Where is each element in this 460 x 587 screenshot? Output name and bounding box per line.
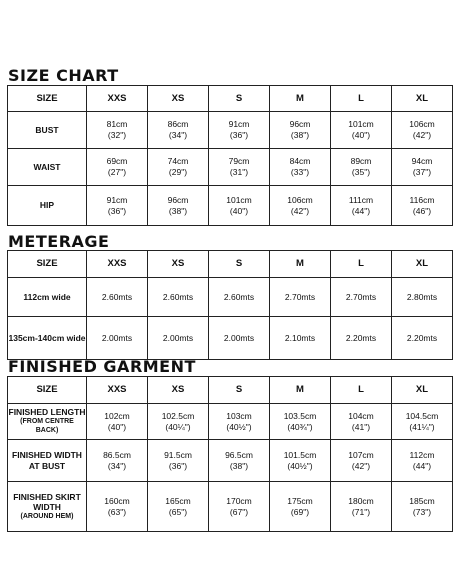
column-header: XS [148,86,209,112]
cell-value: 2.60mts [162,291,194,302]
column-header: XS [148,377,209,404]
table-cell [87,278,148,317]
cell-value: 81cm [106,119,128,130]
table-cell [270,186,331,226]
table-cell [209,186,270,226]
cell-value: 69cm [106,156,128,167]
header-row [8,86,453,112]
table-cell [148,482,209,532]
cell-value: 94cm [411,156,433,167]
cell-value: 2.70mts [284,291,316,302]
table-cell [392,278,453,317]
column-header: XS [148,251,209,278]
cell-value: 106cm [409,119,435,130]
table-cell [331,149,392,186]
cell-value-imperial: (69") [290,506,310,517]
cell-value-imperial: (67") [229,506,249,517]
cell-value-imperial: (40¾") [287,421,313,432]
table-cell [148,149,209,186]
cell-value: 2.80mts [406,291,438,302]
header-row [8,251,453,278]
column-header: S [209,251,270,278]
cell-value-imperial: (42") [290,205,310,216]
table-cell [148,112,209,149]
cell-value: 170cm [226,495,252,506]
cell-value: 101cm [348,119,374,130]
table-cell [270,440,331,482]
table-cell [270,482,331,532]
cell-value-imperial: (29") [168,167,188,177]
table-cell [270,112,331,149]
cell-value-imperial: (71") [351,506,371,517]
table-cell [392,186,453,226]
cell-value-imperial: (40½") [226,421,252,432]
table-cell [392,440,453,482]
cell-value-imperial: (41¼") [409,421,435,432]
cell-value-imperial: (31") [229,167,249,177]
table-cell [87,317,148,360]
row-sublabel: (FROM CENTRE BACK) [20,418,74,434]
column-header: S [209,377,270,404]
cell-value: 103.5cm [283,410,317,421]
table-cell [87,186,148,226]
cell-value-imperial: (46") [412,205,432,216]
row-label-text: HIP [39,200,55,211]
cell-value: 165cm [165,495,191,506]
column-header: L [331,377,392,404]
table-cell [87,404,148,440]
meterage-table [7,250,453,360]
table-cell [392,149,453,186]
column-header: L [331,86,392,112]
table-cell [209,404,270,440]
cell-value: 91cm [228,119,250,130]
finished-garment-table [7,376,453,532]
table-row [8,186,453,226]
table-cell [209,440,270,482]
table-cell [209,278,270,317]
cell-value: 111cm [348,194,374,205]
cell-value: 102cm [104,410,130,421]
table-row [8,278,453,317]
table-cell [87,112,148,149]
table-cell [331,440,392,482]
cell-value: 180cm [348,495,374,506]
cell-value: 96cm [289,119,311,130]
cell-value-imperial: (34") [107,460,127,471]
cell-value-imperial: (65") [168,506,188,517]
cell-value-imperial: (36") [229,130,249,140]
cell-value: 104.5cm [405,410,439,421]
cell-value-imperial: (40¼") [165,421,191,432]
cell-value: 160cm [104,495,130,506]
cell-value-imperial: (40½") [287,460,313,471]
column-header: S [209,86,270,112]
table-cell [270,278,331,317]
table-row [8,112,453,149]
table-cell [331,186,392,226]
cell-value: 89cm [350,156,372,167]
cell-value-imperial: (34") [168,130,188,140]
cell-value: 84cm [289,156,311,167]
cell-value-imperial: (44") [351,205,371,216]
table-cell [148,186,209,226]
cell-value: 2.00mts [101,332,133,343]
size-chart-table [7,85,453,226]
cell-value-imperial: (32") [107,130,127,140]
table-cell [148,317,209,360]
cell-value-imperial: (38") [229,460,249,471]
cell-value: 101cm [226,194,252,205]
table-cell [392,404,453,440]
row-label [8,112,87,149]
row-label-text: 112cm wide [23,291,71,302]
column-header: XL [392,251,453,278]
cell-value: 2.00mts [162,332,194,343]
table-row [8,149,453,186]
cell-value-imperial: (37") [412,167,432,177]
cell-value: 101.5cm [283,449,317,460]
cell-value-imperial: (27") [107,167,127,177]
row-label-text: FINISHED WIDTH AT BUST [12,449,82,471]
column-header: SIZE [8,86,87,112]
table-cell [270,317,331,360]
column-header: XXS [87,251,148,278]
table-cell [209,482,270,532]
table-row [8,482,453,532]
cell-value: 2.70mts [345,291,377,302]
cell-value: 106cm [287,194,313,205]
cell-value-imperial: (35") [351,167,371,177]
cell-value-imperial: (36") [107,205,127,216]
table-cell [392,112,453,149]
table-cell [148,440,209,482]
cell-value: 96cm [167,194,189,205]
table-cell [209,317,270,360]
table-cell [331,404,392,440]
row-label-text: WAIST [33,161,61,172]
cell-value-imperial: (44") [412,460,432,471]
cell-value: 104cm [348,410,374,421]
column-header: L [331,251,392,278]
cell-value: 2.20mts [345,332,377,343]
row-label [8,404,87,440]
row-label [8,482,87,532]
cell-value: 175cm [287,495,313,506]
table-cell [331,278,392,317]
table-row [8,440,453,482]
cell-value-imperial: (73") [412,506,432,517]
row-label [8,186,87,226]
cell-value: 91.5cm [164,449,192,460]
cell-value-imperial: (41") [351,421,371,432]
row-label [8,149,87,186]
cell-value: 79cm [228,156,250,167]
table-cell [87,482,148,532]
row-sublabel: (AROUND HEM) [20,512,74,520]
cell-value-imperial: (36") [168,460,188,471]
cell-value: 185cm [409,495,435,506]
row-label-text: FINISHED SKIRT WIDTH [13,491,81,513]
header-row [8,377,453,404]
size-chart-title: SIZE CHART [8,66,119,85]
cell-value: 102.5cm [161,410,195,421]
table-cell [392,482,453,532]
column-header: M [270,251,331,278]
cell-value-imperial: (42") [412,130,432,140]
row-label-text: BUST [35,124,59,135]
table-row [8,317,453,360]
cell-value: 2.00mts [223,332,255,343]
row-label-text: FINISHED LENGTH [8,407,86,418]
cell-value: 86.5cm [103,449,131,460]
table-cell [87,149,148,186]
column-header: SIZE [8,251,87,278]
table-cell [331,317,392,360]
cell-value: 2.60mts [223,291,255,302]
cell-value-imperial: (63") [107,506,127,517]
cell-value: 2.20mts [406,332,438,343]
cell-value-imperial: (38") [290,130,310,140]
table-cell [209,149,270,186]
cell-value: 103cm [226,410,252,421]
meterage-title: METERAGE [8,232,110,251]
cell-value: 112cm [409,449,435,460]
column-header: XL [392,377,453,404]
table-cell [148,278,209,317]
table-cell [270,149,331,186]
cell-value: 2.60mts [101,291,133,302]
row-label [8,440,87,482]
column-header: M [270,377,331,404]
table-cell [392,317,453,360]
finished-garment-title: FINISHED GARMENT [8,357,196,376]
cell-value: 107cm [348,449,374,460]
cell-value: 91cm [106,194,128,205]
column-header: M [270,86,331,112]
row-label [8,278,87,317]
cell-value-imperial: (40") [107,421,127,432]
row-label [8,317,87,360]
table-cell [148,404,209,440]
cell-value: 2.10mts [284,332,316,343]
row-label-text: 135cm-140cm wide [8,332,86,343]
cell-value: 96.5cm [225,449,253,460]
table-cell [331,482,392,532]
cell-value-imperial: (38") [168,205,188,216]
cell-value-imperial: (40") [351,130,371,140]
cell-value-imperial: (42") [351,460,371,471]
table-row [8,404,453,440]
column-header: XXS [87,86,148,112]
table-cell [270,404,331,440]
column-header: XL [392,86,453,112]
table-cell [331,112,392,149]
cell-value: 74cm [167,156,189,167]
cell-value: 86cm [167,119,189,130]
cell-value-imperial: (33") [290,167,310,177]
cell-value-imperial: (40") [229,205,249,216]
cell-value: 116cm [409,194,435,205]
table-cell [209,112,270,149]
column-header: XXS [87,377,148,404]
table-cell [87,440,148,482]
column-header: SIZE [8,377,87,404]
